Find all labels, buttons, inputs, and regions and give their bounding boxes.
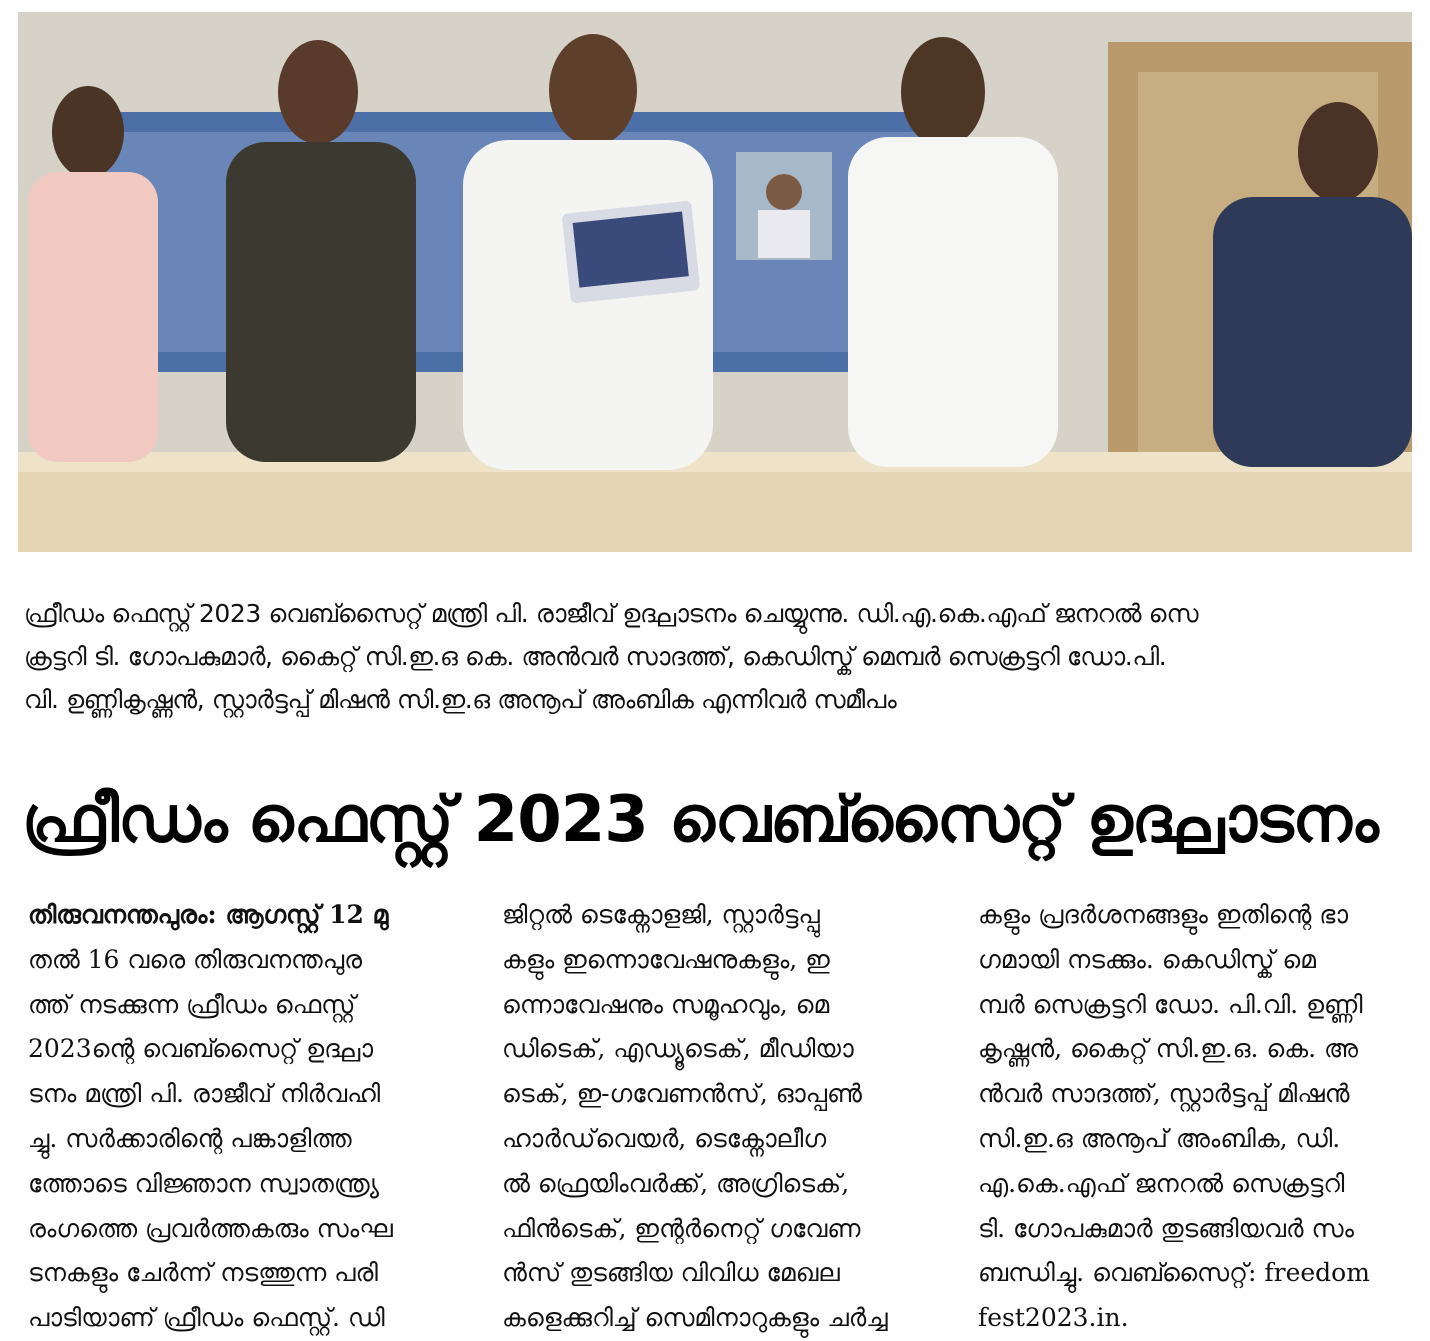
article-line: ത്ത് നടക്കുന്ന ഫ്രീഡം ഫെസ്റ്റ് (28, 989, 356, 1019)
article-line: ഡിടെക്, എഡ്യൂടെക്, മീഡിയാ (502, 1034, 854, 1064)
article-line: 2023ന്റെ വെബ്സൈറ്റ് ഉദ്ഘാ (28, 1034, 374, 1064)
article-line: ടനം മന്ത്രി പി. രാജീവ് നിർവഹി (28, 1079, 381, 1109)
article-column-1 (28, 893, 476, 1341)
article-line: തിരുവനന്തപുരം: ആഗസ്റ്റ് 12 മു (28, 900, 389, 929)
article-line: പാടിയാണ് ഫ്രീഡം ഫെസ്റ്റ്. ഡി (28, 1303, 385, 1333)
article-line: ടനകളും ചേർന്ന് നടത്തുന്ന പരി (28, 1258, 378, 1288)
photo-caption (24, 592, 1414, 721)
article-column-2 (502, 893, 950, 1341)
caption-line: ഫ്രീഡം ഫെസ്റ്റ് 2023 വെബ്സൈറ്റ് മന്ത്രി പി. രാജീവ് ഉദ്ഘാടനം ചെയ്യുന്നു. ഡി.എ.കെ.എഫ് ജനറൽ സെ (24, 599, 1199, 628)
article-line: കളും ഇന്നൊവേഷനുകളും, ഇ (502, 944, 830, 974)
article-line: സി.ഇ.ഒ അനൂപ് അംബിക, ഡി. (978, 1123, 1341, 1153)
news-photo (18, 12, 1412, 552)
article-line: കൃഷ്ണൻ, കൈറ്റ് സി.ഇ.ഒ. കെ. അ (978, 1034, 1358, 1064)
article-line: ൽ ഫ്രെയിംവർക്ക്, അഗ്രിടെക്, (502, 1168, 850, 1198)
article-line: മ്പർ സെക്രട്ടറി ഡോ. പി.വി. ഉണ്ണി (978, 989, 1363, 1019)
article-line: ന്നൊവേഷനും സമൂഹവും, മെ (502, 989, 830, 1019)
caption-line: ക്രട്ടറി ടി. ഗോപകുമാർ, കൈറ്റ് സി.ഇ.ഒ കെ. അൻവർ സാദത്ത്, കെഡിസ്ക് മെമ്പർ സെക്രട്ടറി ഡോ.പി. (24, 642, 1167, 671)
article-line: ഫിൻടെക്, ഇന്റർനെറ്റ് ഗവേണ (502, 1213, 861, 1243)
article-line: ബന്ധിച്ചു. വെബ്സൈറ്റ്: freedom (978, 1258, 1370, 1288)
article-line: ഹാർഡ്‌വെയർ, ടെക്നോലീഗ (502, 1123, 827, 1153)
article-line: എ.കെ.എഫ് ജനറൽ സെക്രട്ടറി (978, 1168, 1345, 1198)
article-line: ടെക്, ഇ-ഗവേണൻസ്, ഓപ്പൺ (502, 1079, 863, 1109)
caption-line: വി. ഉണ്ണികൃഷ്ണൻ, സ്റ്റാർട്ടപ്പ് മിഷൻ സി.ഇ.ഒ അനൂപ് അംബിക എന്നിവർ സമീപം (24, 685, 897, 714)
photo-icon (18, 12, 1412, 552)
article-line: ജിറ്റൽ ടെക്നോളജി, സ്റ്റാർട്ടപ്പു (502, 900, 820, 929)
article-line: രംഗത്തെ പ്രവർത്തകരും സംഘ (28, 1213, 393, 1243)
article-line: ത്തോടെ വിജ്ഞാന സ്വാതന്ത്ര്യ (28, 1168, 380, 1198)
article-line: ച്ചു. സർക്കാരിന്റെ പങ്കാളിത്ത (28, 1123, 352, 1153)
article-line: ടി. ഗോപകുമാർ തുടങ്ങിയവർ സം (978, 1213, 1354, 1243)
article-line: ഗമായി നടക്കും. കെഡിസ്ക് മെ (978, 944, 1316, 974)
article-line: കളെക്കുറിച്ച് സെമിനാറുകളും ചർച്ച (502, 1303, 888, 1333)
article-line: ൻവർ സാദത്ത്, സ്റ്റാർട്ടപ്പ് മിഷൻ (978, 1079, 1350, 1109)
article-line: fest2023.in. (978, 1303, 1129, 1333)
article-column-3 (978, 893, 1426, 1341)
article-line: കളും പ്രദർശനങ്ങളും ഇതിന്റെ ഭാ (978, 900, 1349, 929)
headline: ഫ്രീഡം ഫെസ്റ്റ് 2023 വെബ്സൈറ്റ് ഉദ്ഘാടനം (22, 783, 1378, 857)
article-line: തൽ 16 വരെ തിരുവനന്തപുര (28, 944, 362, 974)
article-line: ൻസ് തുടങ്ങിയ വിവിധ മേഖല (502, 1258, 840, 1288)
